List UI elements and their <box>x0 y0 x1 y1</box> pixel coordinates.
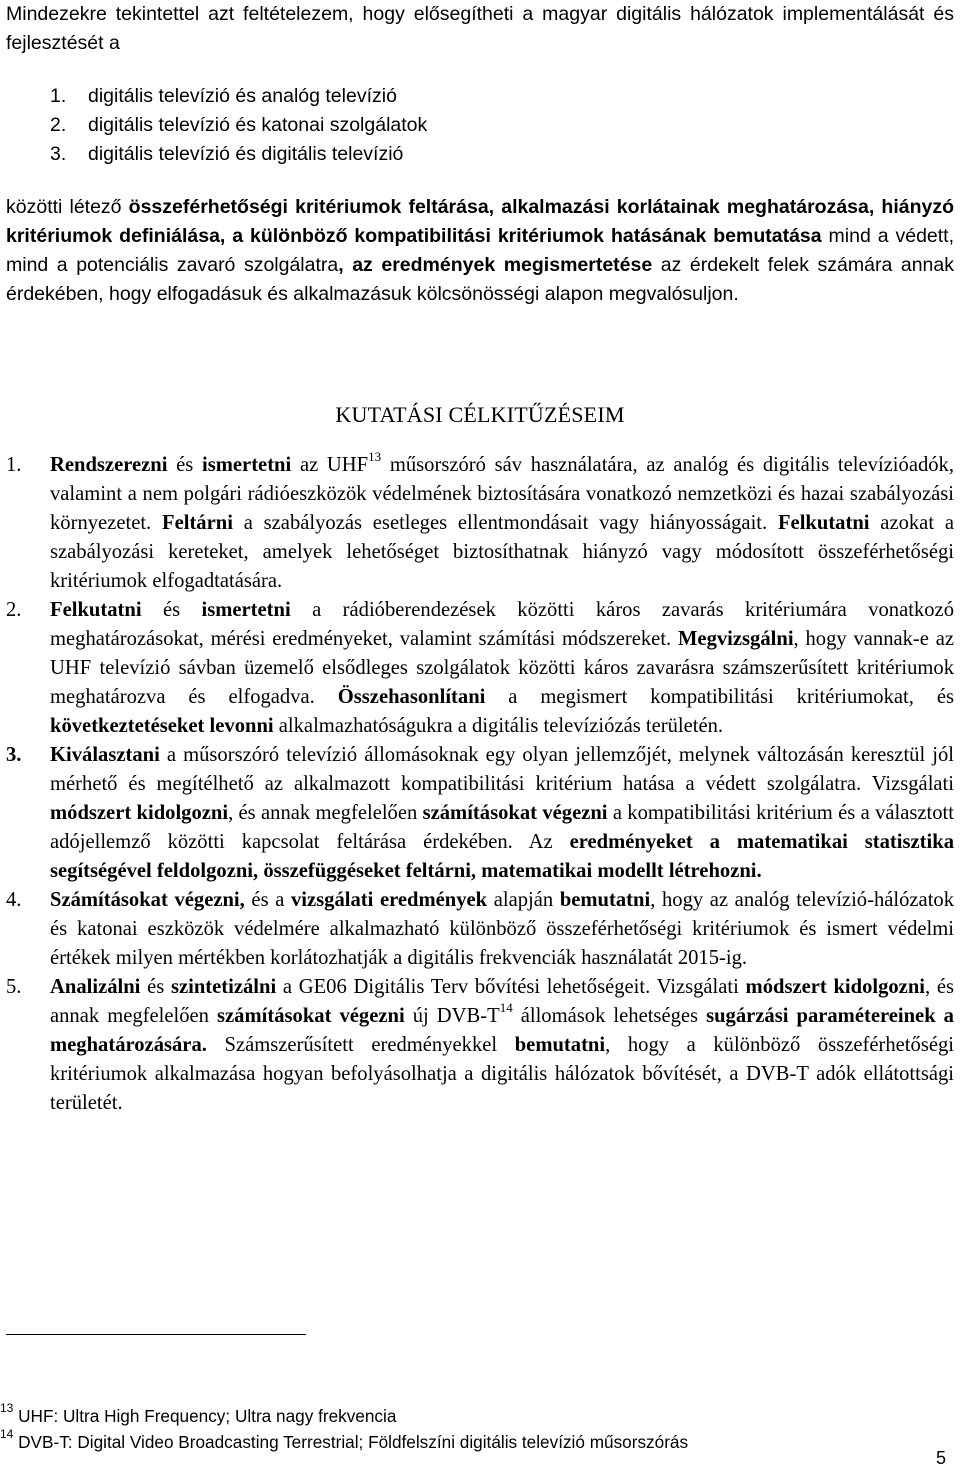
footnote-14: $^{14}$ DVB-T: Digital Video Broadcasting Terrestrial; Földfelszíni digitális televízió műsorszórás <box>0 1427 689 1452</box>
intro-section <box>6 0 954 309</box>
intro-paragraph: közötti létező összeférhetőségi kritériumok feltárása, alkalmazási korlátainak meghatározása, hiányzó kritériumok definiálása, a különböző kompatibilitási kritériumok hatásának bemutatása mind a védett, mind a potenciális zavaró szolgálatra, az eredmények megismertetése az érdekelt felek számára annak érdekében, hogy elfogadásuk és alkalmazásuk kölcsönösségi alapon megvalósuljon. <box>6 196 955 305</box>
goal-item-3: 3. Kiválasztani a műsorszóró televízió állomásoknak egy olyan jellemzőjét, melynek változásán keresztül jól mérhető és megítélhető az alkalmazott kompatibilitási kritérium hatása a védett szolgálatra. Vizsgálati módszert kidolgozni, és annak megfelelően számításokat végezni a kompatibilitási kritérium és a választott adójellemző közötti kapcsolat feltárása érdekében. Az eredményeket a matematikai statisztika segítségével feldolgozni, összefüggéseket feltárni, matematikai modellt létrehozni. <box>6 744 955 882</box>
section-heading: KUTATÁSI CÉLKITŰZÉSEIM <box>335 402 625 427</box>
list-item: 2. digitális televízió és katonai szolgálatok <box>50 114 428 136</box>
footnote-divider <box>6 1334 306 1335</box>
footnotes <box>0 1403 950 1455</box>
goal-item-1: 1. Rendszerezni és ismertetni az UHF$^{13}$ műsorszóró sáv használatára, az analóg és digitális televízióadók, valamint a nem polgári rádióeszközök védelmének biztosítására vonatkozó nemzetközi és hazai szabályozási környezetet. Feltárni a szabályozás esetleges ellentmondásait vagy hiányosságait. Felkutatni azokat a szabályozási kereteket, amelyek lehetőséget biztosíthatnak hiányzó vagy módosított összeférhetőségi kritériumok elfogadtatására. <box>6 449 955 592</box>
footnote-ref: 14 <box>499 1000 513 1016</box>
page-number: 5 <box>935 1448 946 1468</box>
goal-item-5: 5. Analizálni és szintetizálni a GE06 Digitális Terv bővítési lehetőségeit. Vizsgálati módszert kidolgozni, és annak megfelelően számításokat végezni új DVB-$T^{14}$ állomások lehetséges sugárzási paramétereinek a meghatározására. Számszerűsített eredményekkel bemutatni, hogy a különböző összeférhetőségi kritériumok alkalmazása hogyan befolyásolhatja a digitális hálózatok bővítését, a DVB-T adók ellátottsági területét. <box>6 976 954 1114</box>
goal-item-2: 2. Felkutatni és ismertetni a rádióberendezések közötti káros zavarás kritériumára vonatkozó meghatározásokat, mérési eredményeket, valamint számítási módszereket. Megvizsgálni, hogy vannak-e az UHF televízió sávban üzemelő elsődleges szolgálatok közötti káros zavarásra számszerűsített kritériumok meghatározva és elfogadva. Összehasonlítani a megismert kompatibilitási kritériumokat, és következtetéseket levonni alkalmazhatóságukra a digitális televíziózás területén. <box>6 599 955 737</box>
research-goals <box>6 451 954 1118</box>
list-item: 3. digitális televízió és digitális televízió <box>50 143 404 165</box>
footnote-ref: 13 <box>368 449 382 465</box>
list-item: 1. digitális televízió és analóg televízió <box>50 85 397 107</box>
goal-item-4: 4. Számításokat végezni, és a vizsgálati eredmények alapján bemutatni, hogy az analóg televízió-hálózatok és katonai eszközök védelmére alkalmazható különböző összeférhetőségi kritériumok és ismert védelmi értékek milyen mértékben korlátozhatják a digitális frekvenciák használatát 2015-ig. <box>6 889 955 969</box>
intro-lead: Mindezekre tekintettel azt feltételezem, hogy elősegítheti a magyar digitális hálózatok implementálását és fejlesztését a <box>6 3 954 54</box>
intro-list <box>6 82 954 169</box>
footnote-13: $^{13}$ UHF: Ultra High Frequency; Ultra nagy frekvencia <box>0 1401 397 1426</box>
